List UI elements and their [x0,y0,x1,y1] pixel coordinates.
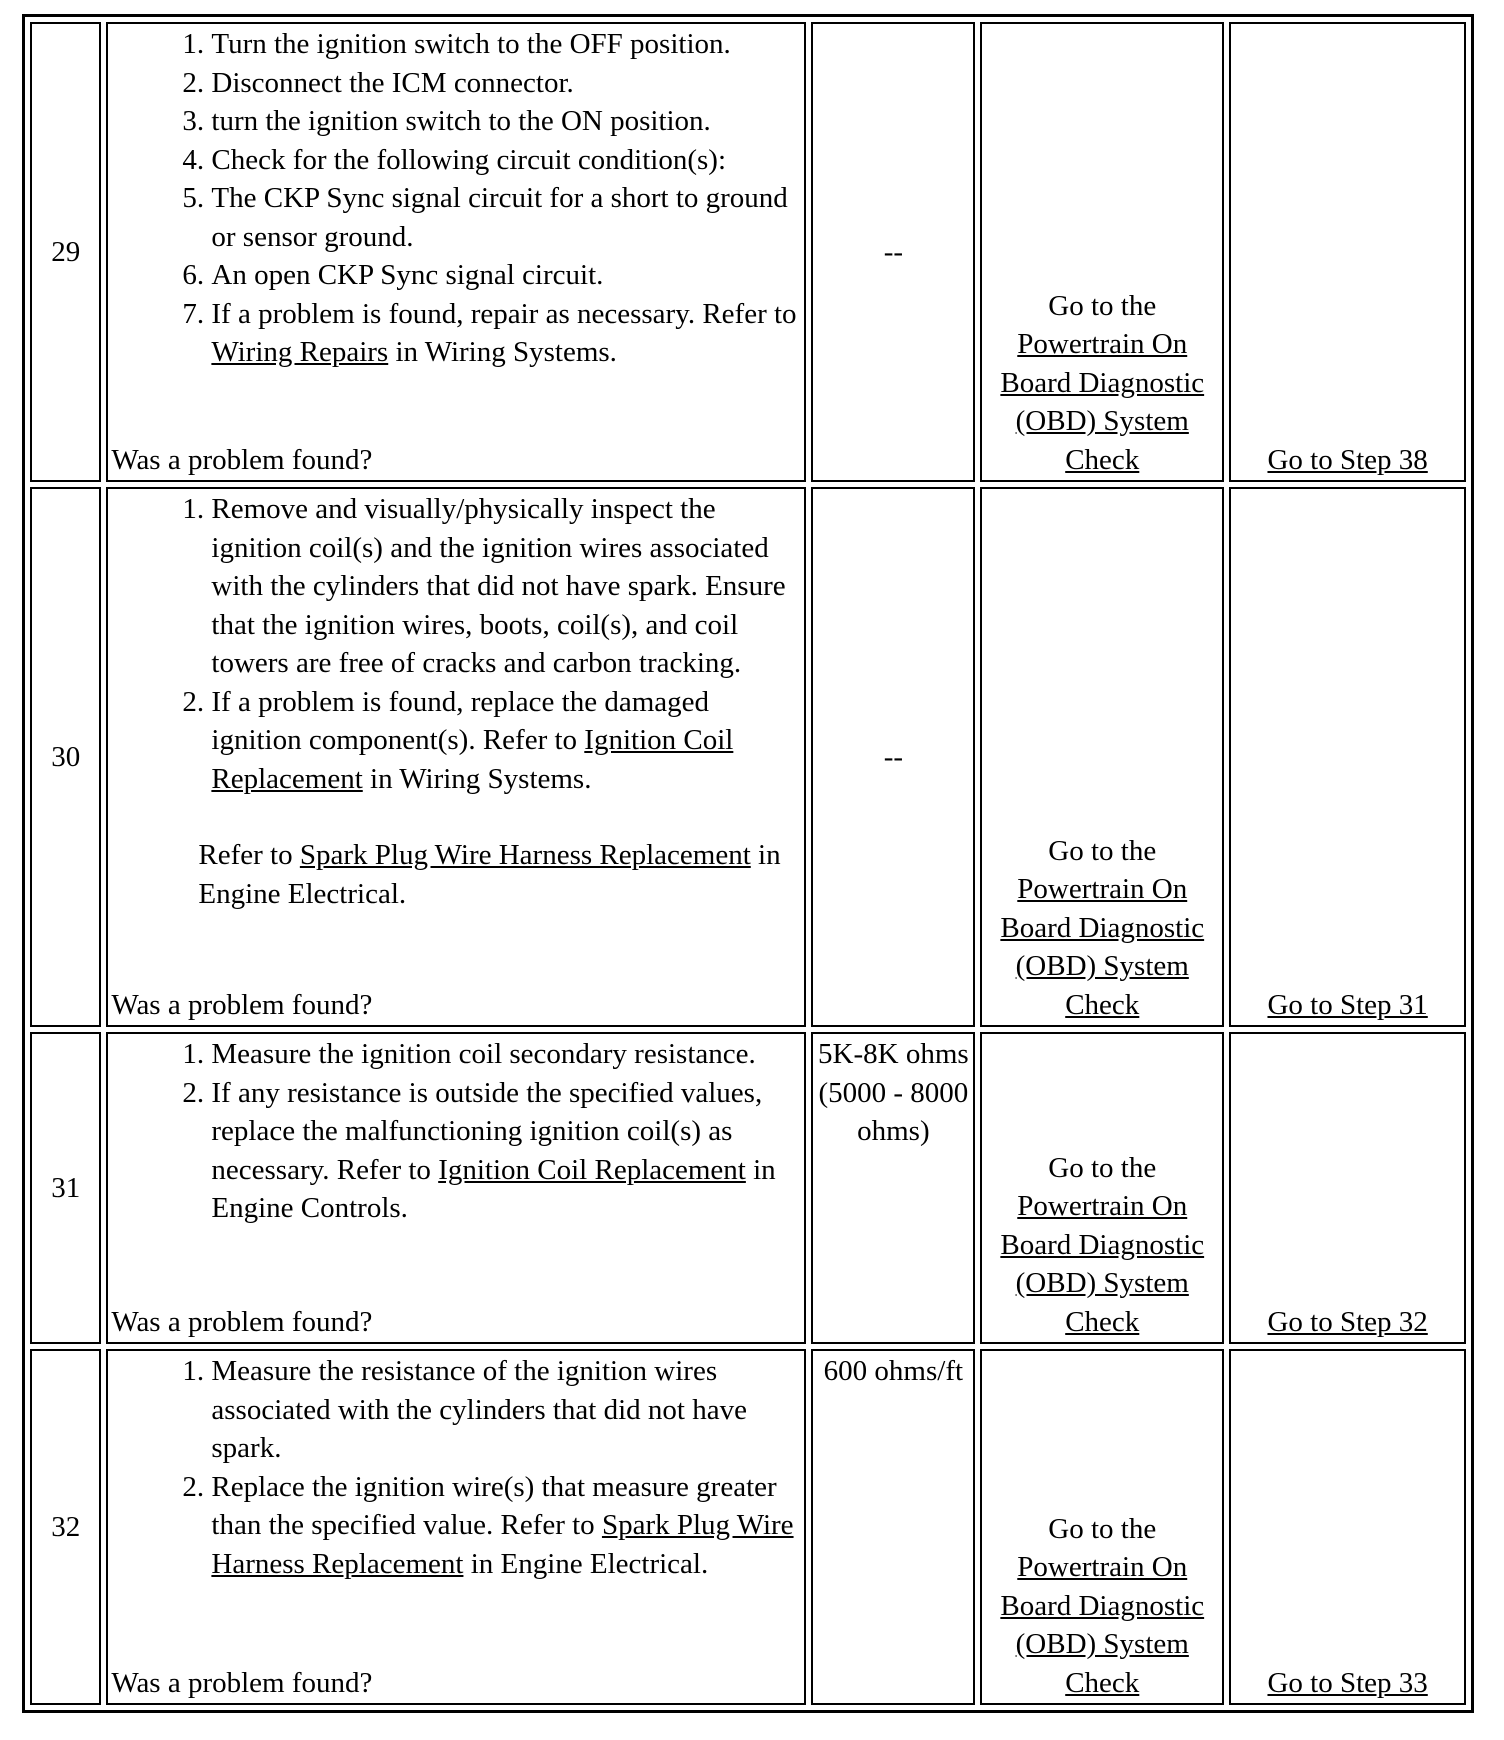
action-text: in Engine Electrical. [463,1547,709,1580]
obd-system-check-link[interactable]: Powertrain On Board Diagnostic (OBD) System Check [1000,1190,1205,1338]
additional-reference [111,836,801,913]
go-to-step-link[interactable]: Go to Step 31 [1267,988,1428,1021]
action-item: 1. Measure the ignition coil secondary resistance. [211,1035,801,1074]
action-item: 1. Remove and visually/physically inspect the ignition coil(s) and the ignition wires associated with the cylinders that did not have spark. Ensure that the ignition wires, boots, coil(s), and coil towers are free of cracks and carbon tracking. [211,490,801,683]
action-item [211,295,801,372]
step-number: 32 [30,1349,101,1705]
value-cell: 5K-8K ohms (5000 - 8000 ohms) [811,1032,975,1344]
question: Was a problem found? [111,988,373,1021]
yes-cell [980,1349,1224,1705]
yes-cell [980,1032,1224,1344]
action-cell [106,1032,806,1344]
action-text: in Wiring Systems. [388,336,617,368]
question: Was a problem found? [111,1305,373,1338]
action-item: 2. Disconnect the ICM connector. [211,64,801,103]
action-text: Refer to [198,839,300,871]
reference-link[interactable]: Ignition Coil Replacement [438,1153,746,1186]
action-item: 3. turn the ignition switch to the ON position. [211,102,801,141]
reference-link[interactable]: Spark Plug Wire Harness Replacement [211,1509,794,1580]
reference-link[interactable]: Spark Plug Wire Harness Replacement [299,839,751,871]
action-item: 6. An open CKP Sync signal circuit. [211,256,801,295]
step-number: 29 [30,22,101,482]
obd-system-check-link[interactable]: Powertrain On Board Diagnostic (OBD) System Check [1000,328,1205,476]
action-text: If a problem is found, repair as necessary. Refer to [211,297,797,330]
action-list [111,490,801,798]
step-row [30,1349,1466,1705]
action-cell [106,1349,806,1705]
step-row [30,1032,1466,1344]
question: Was a problem found? [111,443,373,476]
action-text: in Engine Electrical. [198,839,781,910]
no-cell [1229,487,1466,1027]
value-cell: 600 ohms/ft [811,1349,975,1705]
yes-cell [980,487,1224,1027]
go-to-step-link[interactable]: Go to Step 32 [1267,1305,1428,1338]
value-cell: -- [811,487,975,1027]
step-number: 30 [30,487,101,1027]
step-row [30,22,1466,482]
action-item: 1. Turn the ignition switch to the OFF position. [211,25,801,64]
yes-cell [980,22,1224,482]
action-list [111,1352,801,1583]
action-text: in Engine Controls. [211,1153,776,1224]
action-text: Replace the ignition wire(s) that measure greater than the specified value. Refer to [211,1470,777,1541]
action-item: 1. Measure the resistance of the ignition wires associated with the cylinders that did not have spark. [211,1352,801,1468]
action-list [111,1035,801,1228]
yes-prefix: Go to the [1048,289,1157,322]
action-cell [106,487,806,1027]
action-text: If any resistance is outside the specified values, replace the malfunctioning ignition coil(s) as necessary. Refer to [211,1076,763,1186]
go-to-step-link[interactable]: Go to Step 33 [1267,1666,1428,1699]
action-item [211,683,801,799]
action-text: in Wiring Systems. [362,762,592,795]
value-cell: -- [811,22,975,482]
reference-link[interactable]: Wiring Repairs [211,336,389,368]
diagnostic-steps-table [22,14,1474,1713]
no-cell [1229,1032,1466,1344]
no-cell [1229,22,1466,482]
action-item [211,1074,801,1228]
action-text: If a problem is found, replace the damaged ignition component(s). Refer to [211,685,710,756]
step-number: 31 [30,1032,101,1344]
reference-link[interactable]: Ignition Coil Replacement [211,724,734,795]
action-list [111,25,801,372]
action-item [211,1468,801,1584]
no-cell [1229,1349,1466,1705]
yes-prefix: Go to the [1048,1151,1157,1184]
action-item: 4. Check for the following circuit condition(s): [211,141,801,180]
action-cell [106,22,806,482]
yes-prefix: Go to the [1048,1512,1157,1545]
action-item: 5. The CKP Sync signal circuit for a short to ground or sensor ground. [211,179,801,256]
yes-prefix: Go to the [1048,834,1157,867]
obd-system-check-link[interactable]: Powertrain On Board Diagnostic (OBD) System Check [1000,1551,1205,1699]
question: Was a problem found? [111,1666,373,1699]
go-to-step-link[interactable]: Go to Step 38 [1267,443,1428,476]
step-row [30,487,1466,1027]
obd-system-check-link[interactable]: Powertrain On Board Diagnostic (OBD) System Check [1000,873,1205,1021]
